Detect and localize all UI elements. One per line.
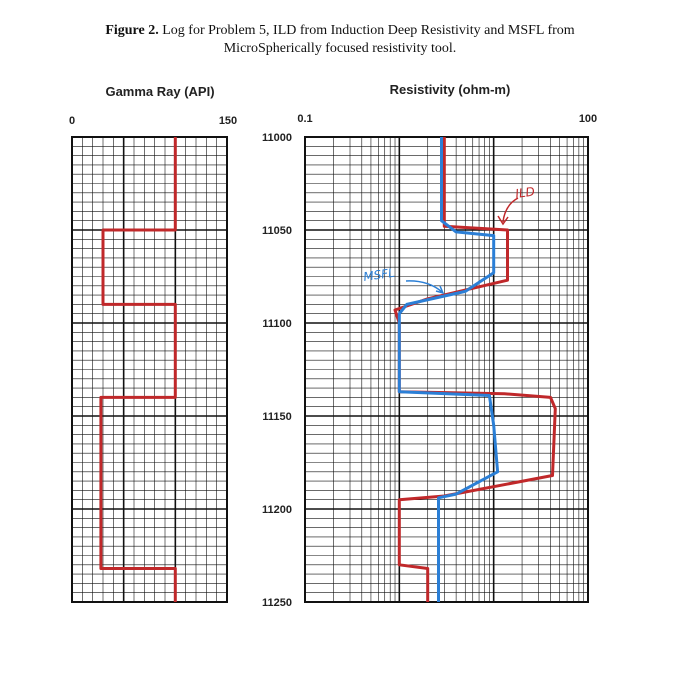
msfl-annotation: MSFL — [362, 265, 396, 284]
depth-tick-label: 11250 — [262, 597, 292, 609]
depth-tick-label: 11150 — [262, 411, 292, 423]
resistivity-track — [262, 82, 597, 609]
res-x-min-label: 0.1 — [297, 113, 313, 125]
ild-annotation-arrow — [503, 198, 518, 222]
depth-axis — [262, 132, 292, 609]
caption-line2: MicroSpherically focused resistivity tool. — [223, 41, 457, 56]
caption-label: Figure 2. — [105, 23, 159, 38]
depth-tick-label: 11100 — [262, 318, 292, 330]
gamma-grid — [72, 137, 227, 602]
msfl-annotation-arrow — [406, 281, 442, 292]
gamma-x-max-label: 150 — [218, 115, 238, 127]
caption-line1: Log for Problem 5, ILD from Induction Deep Resistivity and MSFL from — [162, 23, 575, 38]
res-x-max-label: 100 — [578, 113, 598, 125]
resistivity-title: Resistivity (ohm-m) — [389, 82, 511, 97]
gamma-ray-track — [69, 84, 237, 602]
ild-annotation: ILD — [514, 184, 536, 201]
depth-tick-label: 11050 — [262, 225, 292, 237]
gamma-x-min-label: 0 — [68, 115, 76, 127]
depth-tick-label: 11200 — [262, 504, 292, 516]
resistivity-grid — [305, 137, 588, 602]
gamma-ray-title: Gamma Ray (API) — [105, 84, 215, 99]
depth-tick-label: 11000 — [262, 132, 292, 144]
